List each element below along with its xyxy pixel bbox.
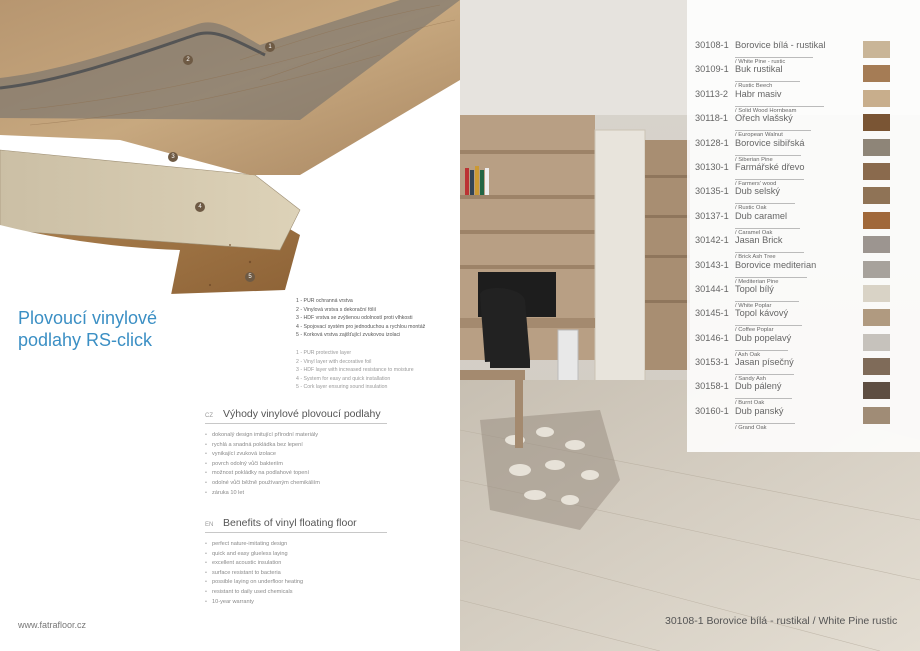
product-name-cz: Dub selský <box>735 186 780 197</box>
product-name-en: / Farmers' wood <box>735 179 804 188</box>
product-swatch <box>863 309 890 326</box>
product-swatch <box>863 334 890 351</box>
layer-marker-4: 4 <box>195 202 205 212</box>
product-name-cz: Farmářské dřevo <box>735 161 805 172</box>
title-line-2: podlahy RS-click <box>18 330 153 350</box>
product-name-en: / Brick Ash Tree <box>735 252 804 261</box>
product-name-cz: Topol bílý <box>735 283 774 294</box>
layer-marker-3: 3 <box>168 152 178 162</box>
product-row[interactable] <box>695 406 920 430</box>
product-row[interactable] <box>695 357 920 381</box>
list-item: • povrch odolný vůči bakteriím <box>205 460 455 470</box>
product-swatch <box>863 65 890 82</box>
product-name-cz: Topol kávový <box>735 308 789 319</box>
list-item: • perfect nature-imitating design <box>205 540 455 550</box>
product-code: 30109-1 <box>695 64 729 75</box>
list-item: • surface resistant to bacteria <box>205 569 455 579</box>
product-name-cz: Borovice sibiřská <box>735 137 805 148</box>
legend-item: 1 - PUR protective layer <box>296 350 352 356</box>
floor-layers-illustration <box>0 0 460 300</box>
list-item: • 10-year warranty <box>205 598 455 608</box>
product-code: 30130-1 <box>695 161 729 172</box>
benefits-cz-list <box>205 431 455 498</box>
layer-legend-cz <box>296 297 456 340</box>
benefits-cz-title: Výhody vinylové plovoucí podlahy <box>223 408 381 420</box>
product-swatch <box>863 261 890 278</box>
product-name-en: / Mediterian Pine <box>735 277 807 286</box>
product-name-cz: Dub pálený <box>735 381 782 392</box>
list-item: • rychlá a snadná pokládka bez lepení <box>205 441 455 451</box>
product-row[interactable] <box>695 211 920 235</box>
product-name-en: / Rustic Oak <box>735 203 795 212</box>
list-item: • vynikající zvuková izolace <box>205 450 455 460</box>
benefits-en <box>205 517 455 607</box>
product-row[interactable] <box>695 308 920 332</box>
product-name-cz: Dub caramel <box>735 210 788 221</box>
product-row[interactable] <box>695 138 920 162</box>
product-row[interactable] <box>695 333 920 357</box>
product-row[interactable] <box>695 40 920 64</box>
product-row[interactable] <box>695 260 920 284</box>
product-code: 30108-1 <box>695 40 729 50</box>
product-name-en: / Caramel Oak <box>735 228 800 237</box>
product-name-en: / White Pine - rustic <box>735 57 813 66</box>
product-code: 30137-1 <box>695 210 729 221</box>
product-name-cz: Ořech vlašský <box>735 113 793 124</box>
product-name-en: / Burnt Oak <box>735 398 792 407</box>
benefits-en-header <box>205 517 387 533</box>
list-item: • možnost pokládky na podlahové topení <box>205 469 455 479</box>
product-code: 30158-1 <box>695 381 729 392</box>
product-code: 30144-1 <box>695 283 729 294</box>
product-name-en: / Ash Oak <box>735 350 788 359</box>
product-code: 30146-1 <box>695 332 729 343</box>
product-swatch <box>863 187 890 204</box>
product-catalog <box>687 0 920 452</box>
product-name-en: / Grand Oak <box>735 423 795 432</box>
legend-item: 5 - Cork layer ensuring sound insulation <box>296 384 388 391</box>
page-title <box>18 307 218 351</box>
lang-tag-en: EN <box>205 522 214 528</box>
layer-marker-1: 1 <box>265 42 275 52</box>
product-name-en: / Rustic Beech <box>735 81 800 90</box>
list-item: • possible laying on underfloor heating <box>205 578 455 588</box>
product-code: 30160-1 <box>695 405 729 416</box>
product-name-cz: Dub panský <box>735 405 784 416</box>
product-swatch <box>863 163 890 180</box>
product-code: 30113-2 <box>695 88 729 99</box>
website-link[interactable]: www.fatrafloor.cz <box>18 620 87 630</box>
layer-legend-en <box>296 349 456 392</box>
product-name-en: / Coffee Poplar <box>735 325 802 334</box>
product-code: 30118-1 <box>695 113 729 124</box>
product-name-cz: Habr masiv <box>735 88 782 99</box>
benefits-en-list <box>205 540 455 607</box>
right-page <box>460 0 920 651</box>
product-swatch <box>863 382 890 399</box>
product-row[interactable] <box>695 162 920 186</box>
product-name-en: / White Poplar <box>735 301 799 310</box>
product-code: 30153-1 <box>695 357 729 368</box>
list-item: • odolné vůči běžně používaným chemikáliím <box>205 479 455 489</box>
product-name-en: / Solid Wood Hornbeam <box>735 106 824 115</box>
benefits-cz <box>205 408 455 498</box>
product-code: 30135-1 <box>695 186 729 197</box>
product-row[interactable] <box>695 186 920 210</box>
product-code: 30128-1 <box>695 137 729 148</box>
list-item: • quick and easy glueless laying <box>205 550 455 560</box>
product-swatch <box>863 285 890 302</box>
benefits-cz-header <box>205 408 387 424</box>
product-swatch <box>863 358 890 375</box>
list-item: • dokonalý design imitující přírodní materiály <box>205 431 455 441</box>
legend-item: 4 - System for easy and quick installation <box>296 375 391 382</box>
legend-item: 3 - HDF vrstva se zvýšenou odolností proti vlhkosti <box>296 315 413 322</box>
product-row[interactable] <box>695 64 920 88</box>
product-row[interactable] <box>695 235 920 259</box>
product-row[interactable] <box>695 284 920 308</box>
lang-tag-cz: CZ <box>205 413 213 419</box>
product-swatch <box>863 236 890 253</box>
product-name-cz: Buk rustikal <box>735 64 783 75</box>
product-swatch <box>863 90 890 107</box>
product-swatch <box>863 114 890 131</box>
benefits-en-title: Benefits of vinyl floating floor <box>223 517 357 529</box>
product-name-en: / Sandy Ash <box>735 374 794 383</box>
product-name-cz: Jasan Brick <box>735 235 783 246</box>
product-row[interactable] <box>695 381 920 405</box>
layer-marker-5: 5 <box>245 272 255 282</box>
list-item: • záruka 10 let <box>205 489 455 499</box>
legend-item: 5 - Korková vrstva zajišťující zvukovou izolaci <box>296 332 401 339</box>
product-code: 30143-1 <box>695 259 729 270</box>
list-item: • resistant to daily used chemicals <box>205 588 455 598</box>
product-name-cz: Dub popelavý <box>735 332 792 343</box>
legend-item: 1 - PUR ochranná vrstva <box>296 298 353 304</box>
legend-item: 2 - Vinylová vrstva s dekorační fólií <box>296 306 377 313</box>
product-swatch <box>863 139 890 156</box>
product-name-en: / Siberian Pine <box>735 155 801 164</box>
legend-item: 2 - Vinyl layer with decorative foil <box>296 358 372 365</box>
product-swatch <box>863 212 890 229</box>
photo-caption: 30108-1 Borovice bílá - rustikal / White Pine rustic <box>665 615 898 627</box>
title-line-1: Plovoucí vinylové <box>18 308 158 328</box>
product-row[interactable] <box>695 89 920 113</box>
product-code: 30142-1 <box>695 235 729 246</box>
product-name-cz: Borovice bílá - rustikal <box>735 40 826 50</box>
product-code: 30145-1 <box>695 308 729 319</box>
product-name-cz: Jasan písečný <box>735 357 794 368</box>
layer-marker-2: 2 <box>183 55 193 65</box>
product-name-cz: Borovice mediterian <box>735 259 817 270</box>
product-name-en: / European Walnut <box>735 130 811 139</box>
list-item: • excellent acoustic insulation <box>205 559 455 569</box>
legend-item: 4 - Spojovací systém pro jednoduchou a rychlou montáž <box>296 323 426 330</box>
product-swatch <box>863 407 890 424</box>
product-row[interactable] <box>695 113 920 137</box>
legend-item: 3 - HDF layer with increased resistance to moisture <box>296 367 414 374</box>
product-swatch <box>863 41 890 58</box>
